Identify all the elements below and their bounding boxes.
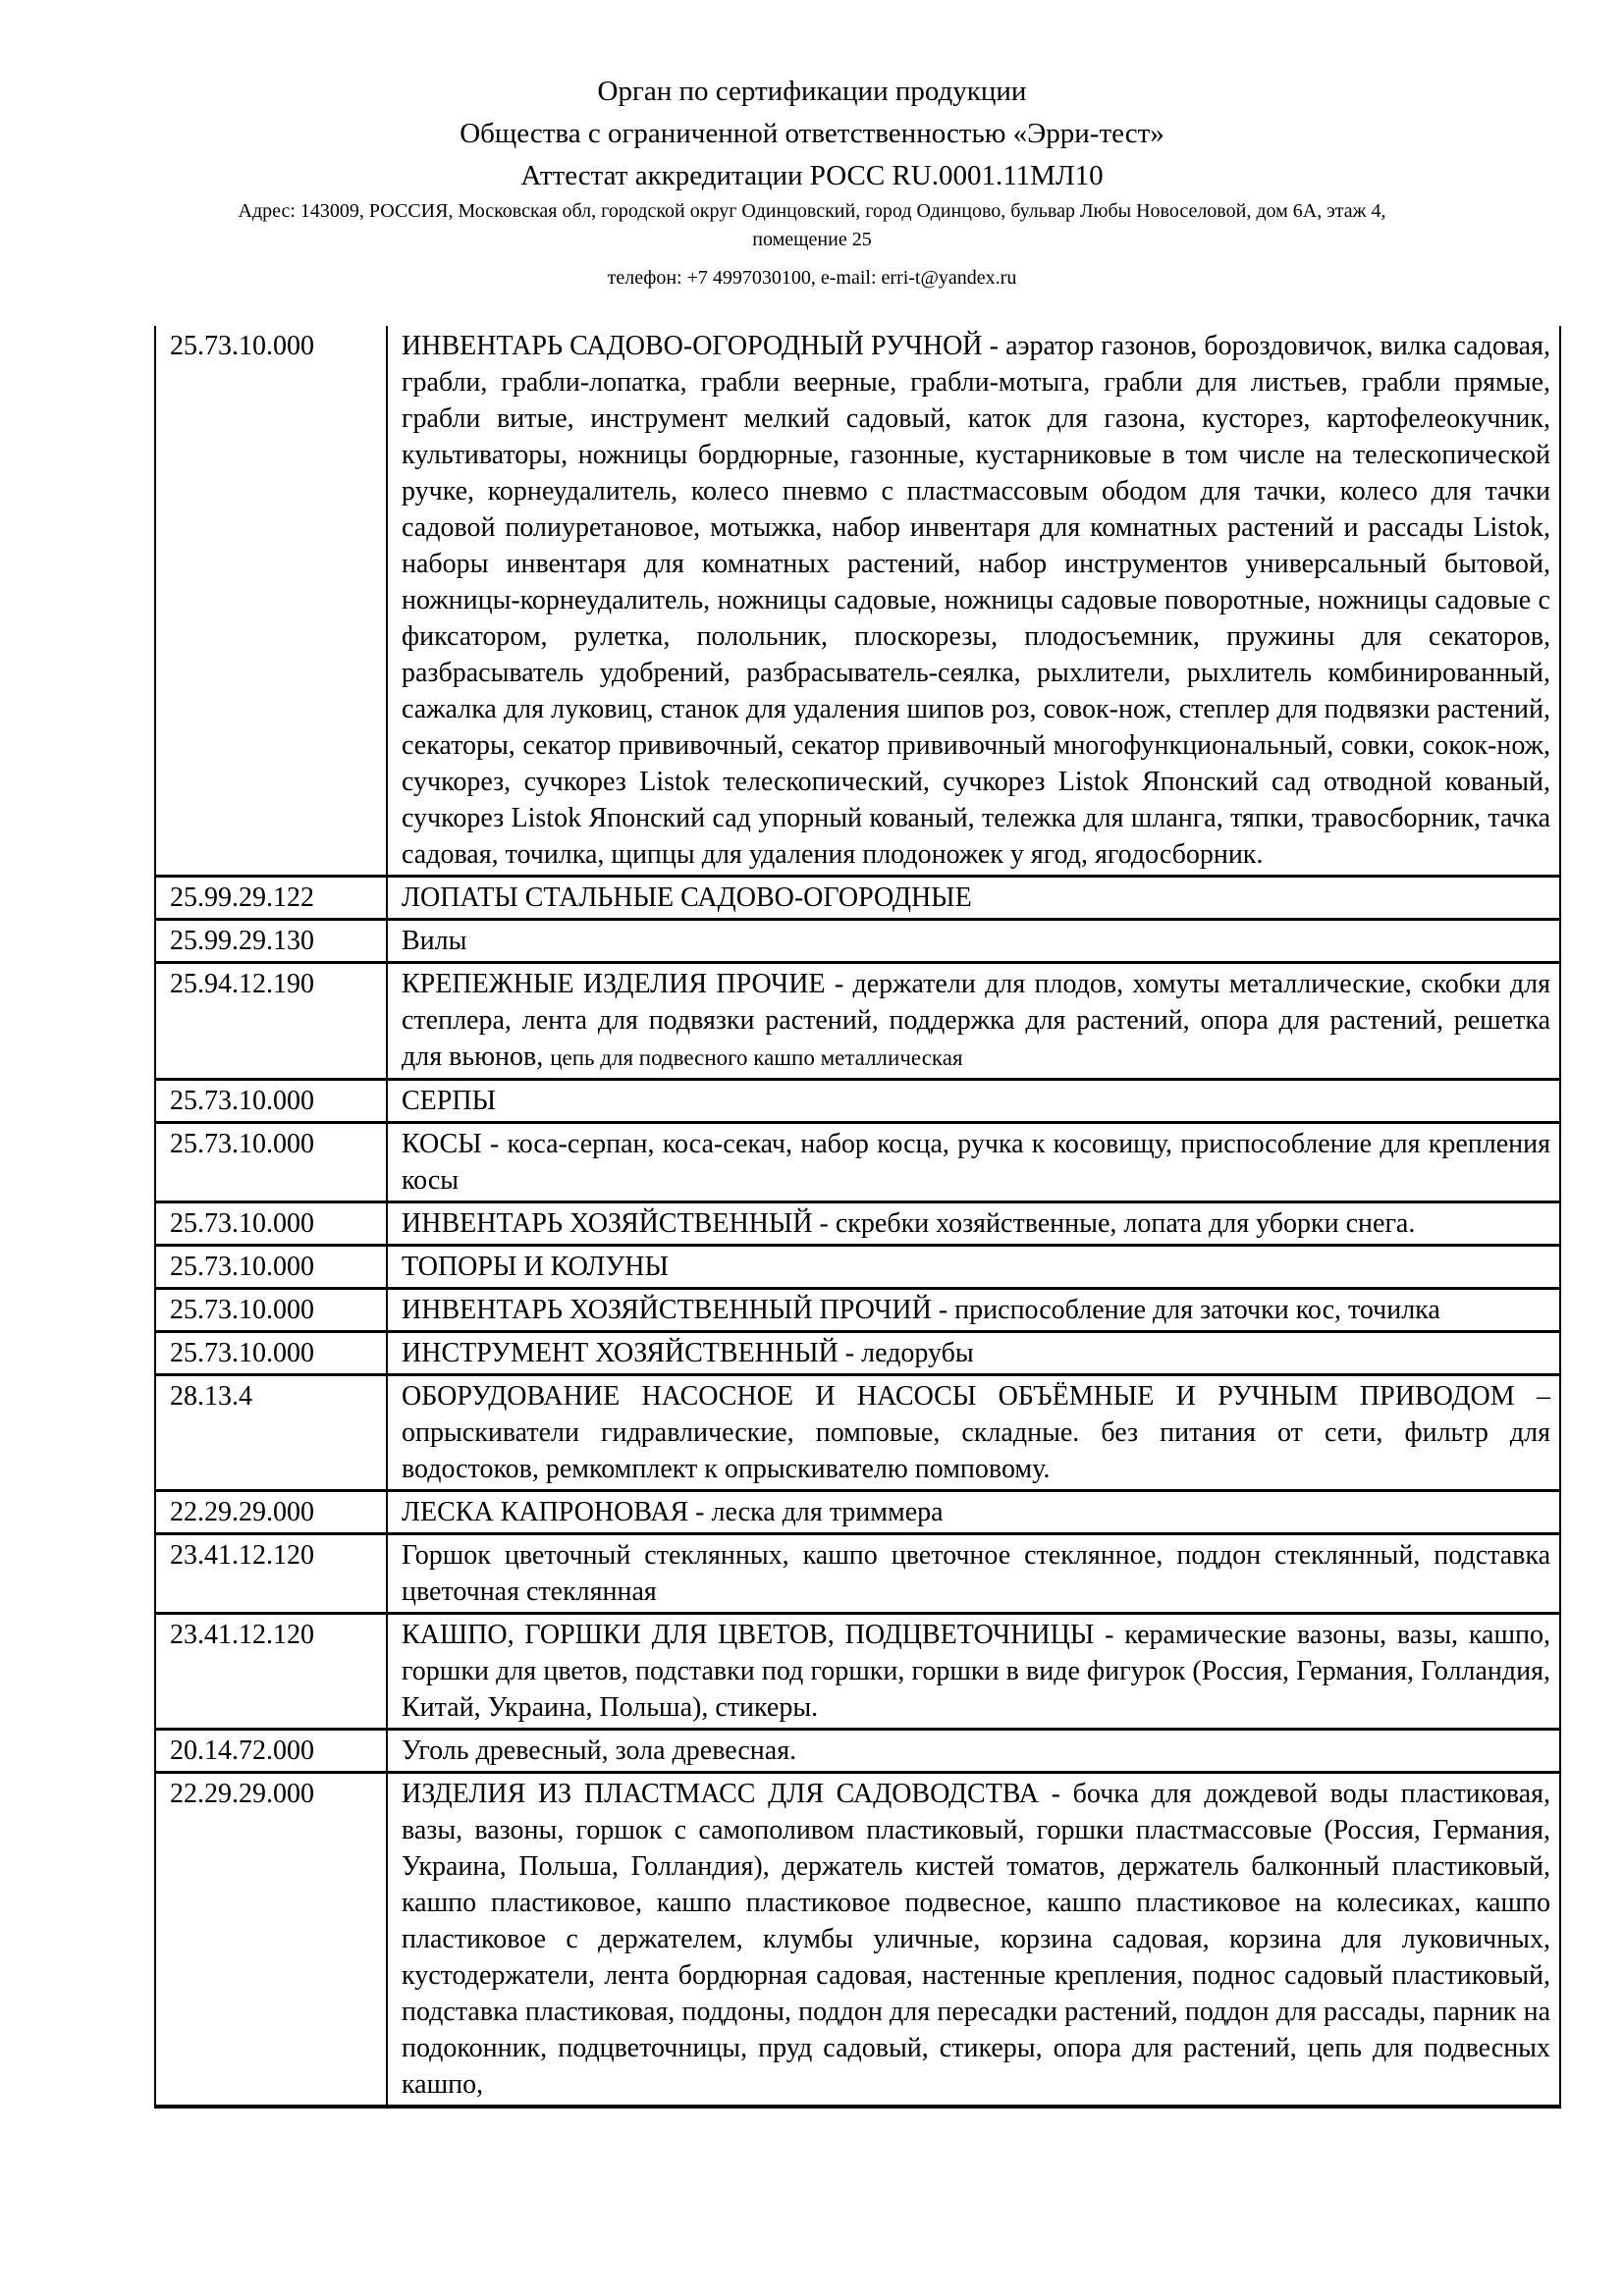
- org-title-line1: Орган по сертификации продукции: [597, 76, 1027, 107]
- product-category-title: СЕРПЫ: [402, 1086, 496, 1116]
- product-category-title: ИНВЕНТАРЬ ХОЗЯЙСТВЕННЫЙ ПРОЧИЙ: [402, 1295, 932, 1325]
- product-code: 25.73.10.000: [155, 1080, 387, 1123]
- product-code: 25.73.10.000: [155, 1289, 387, 1332]
- product-code: 25.73.10.000: [155, 326, 387, 877]
- product-code: 25.73.10.000: [155, 1332, 387, 1375]
- product-description: Уголь древесный, зола древесная.: [387, 1730, 1560, 1773]
- product-code: 22.29.29.000: [155, 1773, 387, 2108]
- table-row: [155, 1491, 1560, 1534]
- table-row: [155, 1773, 1560, 2108]
- product-code: 25.99.29.130: [155, 920, 387, 963]
- product-description-small-text: цепь для подвесного кашпо металлическая: [550, 1045, 963, 1070]
- product-description: ЛЕСКА КАПРОНОВАЯ - леска для триммера: [387, 1491, 1560, 1534]
- table-row: [155, 963, 1560, 1080]
- org-address-line2: помещение 25: [752, 229, 872, 250]
- table-row: [155, 1534, 1560, 1614]
- table-row: [155, 1289, 1560, 1332]
- org-contacts: телефон: +7 4997030100, e-mail: erri-t@yandex.ru: [607, 267, 1017, 289]
- product-code: 22.29.29.000: [155, 1491, 387, 1534]
- product-description: КОСЫ - коса-серпан, коса-секач, набор косца, ручка к косовищу, приспособление для крепления косы: [387, 1123, 1560, 1202]
- product-code: 28.13.4: [155, 1375, 387, 1491]
- table-row: [155, 1202, 1560, 1246]
- product-code: 23.41.12.120: [155, 1614, 387, 1730]
- product-category-title: ТОПОРЫ И КОЛУНЫ: [402, 1252, 669, 1282]
- product-code: 23.41.12.120: [155, 1534, 387, 1614]
- product-category-title: ОБОРУДОВАНИЕ НАСОСНОЕ И НАСОСЫ ОБЪЁМНЫЕ И РУЧНЫМ ПРИВОДОМ: [402, 1381, 1515, 1412]
- product-description: Горшок цветочный стеклянных, кашпо цветочное стеклянное, поддон стеклянный, подставка цветочная стеклянная: [387, 1534, 1560, 1614]
- product-description: [387, 877, 1560, 920]
- product-code: 25.73.10.000: [155, 1246, 387, 1289]
- product-description: Вилы: [387, 920, 1560, 963]
- product-description: ИЗДЕЛИЯ ИЗ ПЛАСТМАСС ДЛЯ САДОВОДСТВА - бочка для дождевой воды пластиковая, вазы, вазоны, горшок с самополивом пластиковый, горшки пластмассовые (Россия, Германия, Украина, Польша, Голландия), держатель кистей томатов, держатель балконный пластиковый, кашпо пластиковое, кашпо пластиковое подвесное, кашпо пластиковое на колесиках, кашпо пластиковое с держателем, клумбы уличные, корзина садовая, корзина для луковичных, кустодержатели, лента бордюрная садовая, настенные крепления, поднос садовый пластиковый, подставка пластиковая, поддоны, поддон для пересадки растений, поддон для рассады, парник на подоконник, подцветочницы, пруд садовый, стикеры, опора для растений, цепь для подвесных кашпо,: [387, 1773, 1560, 2108]
- product-code: 25.73.10.000: [155, 1202, 387, 1246]
- table-row: [155, 877, 1560, 920]
- product-description: КАШПО, ГОРШКИ ДЛЯ ЦВЕТОВ, ПОДЦВЕТОЧНИЦЫ - керамические вазоны, вазы, кашпо, горшки для цветов, подставки под горшки, горшки в виде фигурок (Россия, Германия, Голландия, Китай, Украина, Польша), стикеры.: [387, 1614, 1560, 1730]
- table-row: [155, 1123, 1560, 1202]
- product-category-title: КАШПО, ГОРШКИ ДЛЯ ЦВЕТОВ, ПОДЦВЕТОЧНИЦЫ: [402, 1620, 1095, 1650]
- product-category-title: КРЕПЕЖНЫЕ ИЗДЕЛИЯ ПРОЧИЕ: [402, 969, 826, 999]
- table-row: [155, 1375, 1560, 1491]
- product-description: ОБОРУДОВАНИЕ НАСОСНОЕ И НАСОСЫ ОБЪЁМНЫЕ И РУЧНЫМ ПРИВОДОМ – опрыскиватели гидравлические, помповые, складные. без питания от сети, фильтр для водостоков, ремкомплект к опрыскивателю помповому.: [387, 1375, 1560, 1491]
- table-row: [155, 1614, 1560, 1730]
- product-description: [387, 1080, 1560, 1123]
- accreditation-certificate: Аттестат аккредитации РОСС RU.0001.11МЛ10: [520, 160, 1104, 191]
- product-category-title: ИЗДЕЛИЯ ИЗ ПЛАСТМАСС ДЛЯ САДОВОДСТВА: [402, 1779, 1039, 1809]
- product-description: [387, 1246, 1560, 1289]
- table-row: [155, 1730, 1560, 1773]
- table-row: [155, 326, 1560, 877]
- product-description: ИНВЕНТАРЬ ХОЗЯЙСТВЕННЫЙ ПРОЧИЙ - приспособление для заточки кос, точилка: [387, 1289, 1560, 1332]
- table-row: [155, 1246, 1560, 1289]
- document-header: [0, 0, 1624, 293]
- table-row: [155, 1080, 1560, 1123]
- product-code: 25.94.12.190: [155, 963, 387, 1080]
- product-category-title: ИНВЕНТАРЬ ХОЗЯЙСТВЕННЫЙ: [402, 1208, 813, 1239]
- product-description: ИНВЕНТАРЬ САДОВО-ОГОРОДНЫЙ РУЧНОЙ - аэратор газонов, бороздовичок, вилка садовая, грабли, грабли-лопатка, грабли веерные, грабли-мотыга, грабли для листьев, грабли прямые, грабли витые, инструмент мелкий садовый, каток для газона, кусторез, картофелеокучник, культиваторы, ножницы бордюрные, газонные, кустарниковые в том числе на телескопической ручке, корнеудалитель, колесо пневмо с пластмассовым ободом для тачки, колесо для тачки садовой полиуретановое, мотыжка, набор инвентаря для комнатных растений и рассады Listok, наборы инвентаря для комнатных растений, набор инструментов универсальный бытовой, ножницы-корнеудалитель, ножницы садовые, ножницы садовые поворотные, ножницы садовые с фиксатором, рулетка, полольник, плоскорезы, плодосъемник, пружины для секаторов, разбрасыватель удобрений, разбрасыватель-сеялка, рыхлители, рыхлитель комбинированный, сажалка для луковиц, станок для удаления шипов роз, совок-нож, степлер для подвязки растений, секаторы, секатор прививочный, секатор прививочный многофункциональный, совки, сокок-нож, сучкорез, сучкорез Listok телескопический, сучкорез Listok Японский сад отводной кованый, сучкорез Listok Японский сад упорный кованый, тележка для шланга, тяпки, травосборник, тачка садовая, точилка, щипцы для удаления плодоножек у ягод, ягодосборник.: [387, 326, 1560, 877]
- product-category-title: ИНВЕНТАРЬ САДОВО-ОГОРОДНЫЙ РУЧНОЙ: [402, 331, 983, 361]
- product-code: 25.99.29.122: [155, 877, 387, 920]
- product-certification-table: [154, 326, 1561, 2109]
- product-category-title: ЛЕСКА КАПРОНОВАЯ: [402, 1497, 689, 1527]
- table-row: [155, 920, 1560, 963]
- product-description: ИНВЕНТАРЬ ХОЗЯЙСТВЕННЫЙ - скребки хозяйственные, лопата для уборки снега.: [387, 1202, 1560, 1246]
- product-code: 20.14.72.000: [155, 1730, 387, 1773]
- product-category-title: ИНСТРУМЕНТ ХОЗЯЙСТВЕННЫЙ: [402, 1338, 839, 1368]
- product-table-body: [155, 326, 1560, 2107]
- product-category-title: КОСЫ: [402, 1129, 482, 1159]
- product-description: ИНСТРУМЕНТ ХОЗЯЙСТВЕННЫЙ - ледорубы: [387, 1332, 1560, 1375]
- product-description: КРЕПЕЖНЫЕ ИЗДЕЛИЯ ПРОЧИЕ - держатели для плодов, хомуты металлические, скобки для степлера, лента для подвязки растений, поддержка для растений, опора для растений, решетка для вьюнов, цепь для подвесного кашпо металлическая: [387, 963, 1560, 1080]
- product-category-title: ЛОПАТЫ СТАЛЬНЫЕ САДОВО-ОГОРОДНЫЕ: [402, 882, 972, 913]
- org-address-line1: Адрес: 143009, РОССИЯ, Московская обл, городской округ Одинцовский, город Одинцово, бульвар Любы Новоселовой, дом 6А, этаж 4,: [238, 200, 1386, 222]
- product-code: 25.73.10.000: [155, 1123, 387, 1202]
- org-title-line2: Общества с ограниченной ответственностью «Эрри-тест»: [460, 118, 1164, 149]
- table-row: [155, 1332, 1560, 1375]
